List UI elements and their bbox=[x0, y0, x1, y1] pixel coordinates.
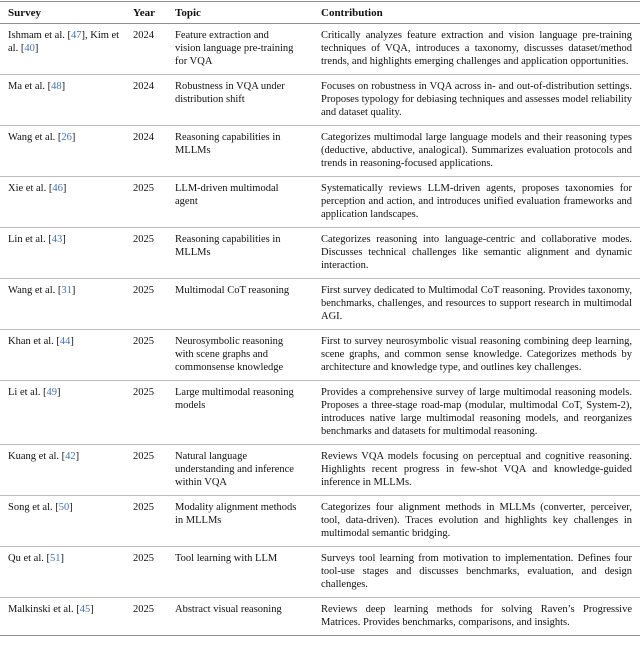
year-cell: 2025 bbox=[133, 547, 175, 598]
topic-cell: Tool learning with LLM bbox=[175, 547, 321, 598]
table-row bbox=[0, 445, 640, 496]
year-cell: 2025 bbox=[133, 496, 175, 547]
year-cell: 2025 bbox=[133, 279, 175, 330]
survey-cell: Qu et al. [51] bbox=[0, 547, 133, 598]
table-row bbox=[0, 330, 640, 381]
survey-comparison-table bbox=[0, 1, 640, 636]
table-row bbox=[0, 24, 640, 75]
table-row bbox=[0, 126, 640, 177]
citation-link[interactable]: 31 bbox=[61, 285, 72, 296]
contribution-cell: Categorizes reasoning into language-centric and collaborative modes. Discusses technical challenges like semantic alignment and dynamic interaction. bbox=[321, 228, 640, 279]
contribution-cell: Systematically reviews LLM-driven agents, proposes taxonomies for perception and action, and introduces unified evaluation frameworks and application landscapes. bbox=[321, 177, 640, 228]
survey-cell: Xie et al. [46] bbox=[0, 177, 133, 228]
year-cell: 2024 bbox=[133, 75, 175, 126]
table-row bbox=[0, 496, 640, 547]
survey-cell: Song et al. [50] bbox=[0, 496, 133, 547]
contribution-cell: Focuses on robustness in VQA across in- and out-of-distribution settings. Proposes typology for debiasing techniques and assesses model reliability and dataset quality. bbox=[321, 75, 640, 126]
topic-cell: Reasoning capabilities in MLLMs bbox=[175, 126, 321, 177]
contribution-cell: Reviews deep learning methods for solving Raven’s Progressive Matrices. Provides benchmarks, comparisons, and insights. bbox=[321, 604, 632, 628]
table-row bbox=[0, 598, 640, 636]
citation-link[interactable]: 51 bbox=[50, 553, 61, 564]
citation-link[interactable]: 49 bbox=[46, 387, 57, 398]
citation-link[interactable]: 47 bbox=[70, 30, 82, 41]
column-header-year: Year bbox=[133, 2, 175, 24]
table-row bbox=[0, 75, 640, 126]
contribution-cell: First survey dedicated to Multimodal CoT reasoning. Provides taxonomy, benchmarks, challenges, and resources to support research in multimodal AGI. bbox=[321, 279, 640, 330]
topic-cell: LLM-driven multimodal agent bbox=[175, 177, 321, 228]
contribution-cell: Reviews VQA models focusing on perceptual and cognitive reasoning. Highlights recent progress in few-shot VQA and knowledge-guided inference in MLLMs. bbox=[321, 445, 640, 496]
citation-link[interactable]: 46 bbox=[52, 183, 63, 194]
topic-cell: Multimodal CoT reasoning bbox=[175, 279, 321, 330]
header-row bbox=[0, 2, 640, 24]
table-row bbox=[0, 177, 640, 228]
year-cell: 2025 bbox=[133, 445, 175, 496]
contribution-cell: Critically analyzes feature extraction and vision language pre-training techniques of VQA, introduces a taxonomy, discusses dataset/method trends, and highlights emerging challenges and application opportunities. bbox=[321, 24, 640, 75]
survey-cell: Ishmam et al. [47], Kim et al. [40] bbox=[0, 24, 133, 75]
table-row bbox=[0, 381, 640, 445]
citation-link[interactable]: 50 bbox=[58, 502, 70, 513]
citation-link[interactable]: 43 bbox=[51, 234, 63, 245]
citation-link[interactable]: 42 bbox=[65, 451, 76, 462]
topic-cell: Abstract visual reasoning bbox=[175, 604, 282, 615]
citation-link[interactable]: 48 bbox=[51, 81, 62, 92]
survey-cell: Wang et al. [31] bbox=[0, 279, 133, 330]
contribution-cell: Surveys tool learning from motivation to implementation. Defines four tool-use stages and discusses benchmarks, evaluation, and design challenges. bbox=[321, 547, 640, 598]
year-cell: 2025 bbox=[133, 381, 175, 445]
year-cell: 2025 bbox=[133, 228, 175, 279]
table-row bbox=[0, 279, 640, 330]
citation-link[interactable]: 40 bbox=[24, 43, 35, 54]
table-row bbox=[0, 228, 640, 279]
survey-cell: Wang et al. [26] bbox=[0, 126, 133, 177]
contribution-cell: Categorizes multimodal large language models and their reasoning types (deductive, abductive, analogical). Summarizes evaluation protocols and trends in reasoning-focused applications. bbox=[321, 126, 640, 177]
topic-cell: Modality alignment methods in MLLMs bbox=[175, 496, 321, 547]
citation-link[interactable]: 44 bbox=[59, 336, 71, 347]
contribution-cell: Provides a comprehensive survey of large multimodal reasoning models. Proposes a three-stage road-map (modular, multimodal CoT, System-2), introduces native large multimodal reasoning models, and reorganizes benchmarks and datasets for multimodal reasoning. bbox=[321, 381, 640, 445]
survey-cell: Kuang et al. [42] bbox=[0, 445, 133, 496]
column-header-survey: Survey bbox=[0, 2, 133, 24]
table-body bbox=[0, 24, 640, 636]
topic-cell: Feature extraction and vision language pre-training for VQA bbox=[175, 24, 321, 75]
survey-cell: Li et al. [49] bbox=[0, 381, 133, 445]
topic-cell: Reasoning capabilities in MLLMs bbox=[175, 228, 321, 279]
survey-cell: Malkinski et al. [45] bbox=[8, 604, 94, 615]
topic-cell: Neurosymbolic reasoning with scene graphs and commonsense knowledge bbox=[175, 330, 321, 381]
topic-cell: Robustness in VQA under distribution shift bbox=[175, 75, 321, 126]
topic-cell: Large multimodal reasoning models bbox=[175, 381, 321, 445]
year-cell: 2024 bbox=[133, 126, 175, 177]
citation-link[interactable]: 26 bbox=[61, 132, 72, 143]
table-row bbox=[0, 547, 640, 598]
contribution-cell: Categorizes four alignment methods in MLLMs (converter, perceiver, tool, data-driven). Traces evolution and highlights key challenges in multimodal semantic bridging. bbox=[321, 496, 640, 547]
year-cell: 2024 bbox=[133, 24, 175, 75]
survey-cell: Lin et al. [43] bbox=[0, 228, 133, 279]
column-header-contribution: Contribution bbox=[321, 2, 640, 24]
survey-cell: Khan et al. [44] bbox=[0, 330, 133, 381]
year-cell: 2025 bbox=[133, 604, 154, 615]
topic-cell: Natural language understanding and inference within VQA bbox=[175, 445, 321, 496]
year-cell: 2025 bbox=[133, 330, 175, 381]
citation-link[interactable]: 45 bbox=[79, 604, 91, 615]
contribution-cell: First to survey neurosymbolic visual reasoning combining deep learning, scene graphs, and common sense knowledge. Categorizes methods by architecture and knowledge type, and outlines key challenges. bbox=[321, 330, 640, 381]
survey-cell: Ma et al. [48] bbox=[0, 75, 133, 126]
year-cell: 2025 bbox=[133, 177, 175, 228]
column-header-topic: Topic bbox=[175, 2, 321, 24]
